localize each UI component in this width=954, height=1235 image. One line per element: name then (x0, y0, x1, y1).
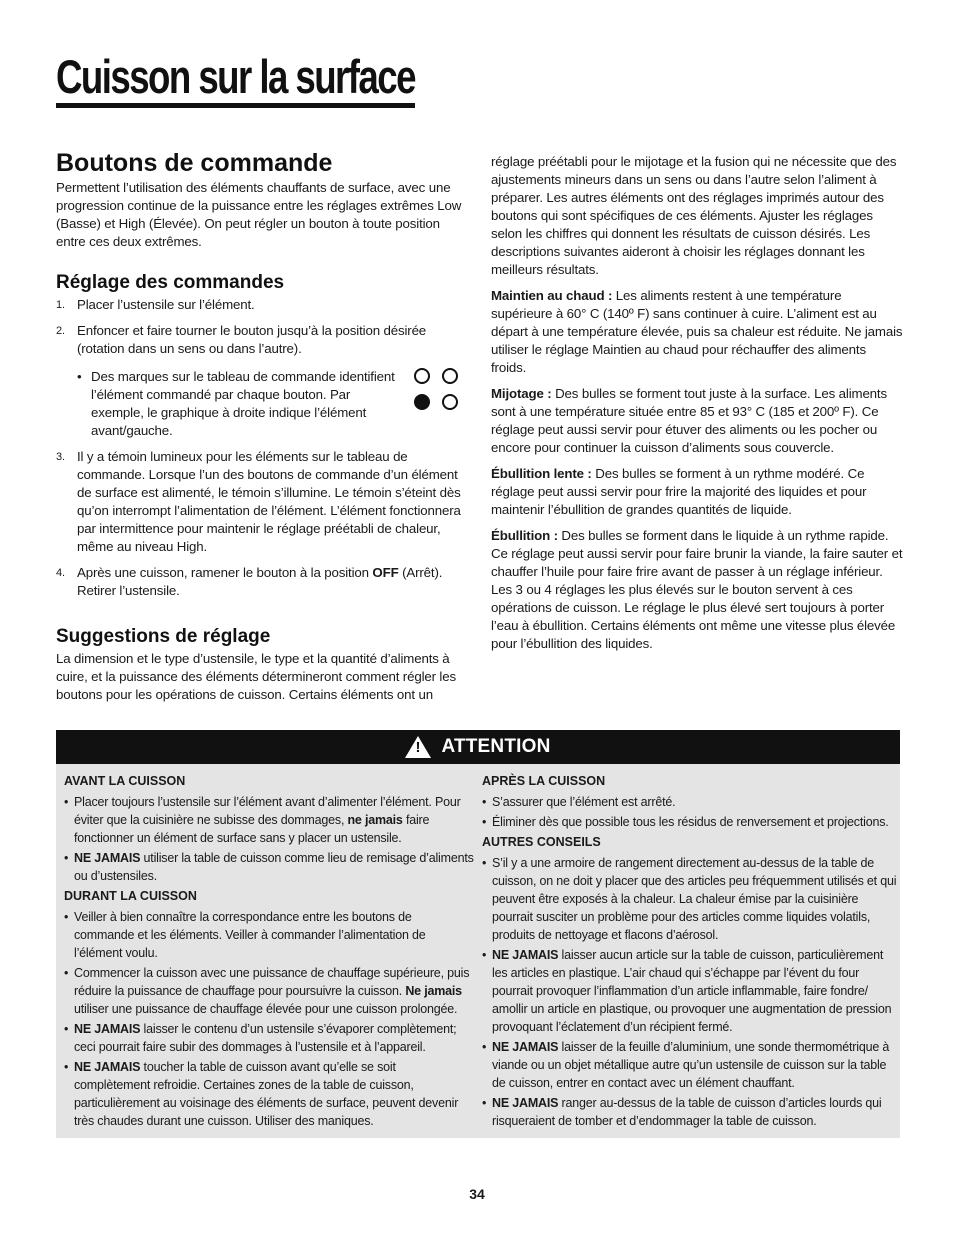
after-cooking-list (482, 793, 900, 831)
other-tips-list (482, 854, 900, 1130)
setting-steps (56, 296, 470, 600)
step-text: Placer l’ustensile sur l’élément. (77, 297, 255, 312)
step-4 (56, 564, 470, 600)
step-number: 3. (56, 451, 65, 463)
during-cooking-list (64, 908, 474, 1130)
knob-front-left-active-icon (414, 394, 430, 410)
page-number: 34 (469, 1186, 485, 1202)
step-3 (56, 448, 470, 556)
step-number: 1. (56, 299, 65, 311)
bullet-text: Des marques sur le tableau de commande identifient l’élément commandé par chaque bouton. Par exemple, le graphique à droite indique l’élément avant/gauche. (91, 369, 395, 438)
term-text: Des bulles se forment dans le liquide à un rythme rapide. Ce réglage peut aussi servir pour faire brunir la viande, la faire sauter et chauffer l’huile pour faire frire avant de passer à un réglage inférieur. Les 3 ou 4 réglages les plus élevés sur le bouton servent à ces opérations de cuisson. Le réglage le plus élevé sert toujours à porter l’eau à ébullition. Certains éléments ont même une vitesse plus élevée pour l’ébullition des liquides. (491, 528, 903, 651)
term-simmer (491, 385, 903, 457)
list-item: • Veiller à bien connaître la correspondance entre les boutons de commande et les éléments. Veiller à commander l’alimentation de l’élément voulu. (64, 908, 474, 962)
right-column (491, 153, 903, 653)
knob-rear-left-icon (414, 368, 430, 384)
term-text: Des bulles se forment tout juste à la surface. Les aliments sont à une température située entre 85 et 93° C (185 et 200º F). Ce réglage peut aussi servir pour étuver des aliments ou les pocher ou encore pour continuer la cuisson d’aliments sous couvercle. (491, 386, 887, 455)
term-label: Maintien au chaud : (491, 288, 613, 303)
title-underline (56, 103, 415, 108)
subheading-setting: Réglage des commandes (56, 272, 285, 293)
attention-right-column (482, 772, 900, 1132)
term-label: Ébullition lente : (491, 466, 592, 481)
step-text-before: Après une cuisson, ramener le bouton à la position (77, 565, 373, 580)
term-label: Ébullition : (491, 528, 558, 543)
step-number: 2. (56, 325, 65, 337)
knob-front-right-icon (442, 394, 458, 410)
list-item: • NE JAMAIS laisser le contenu d’un ustensile s’évaporer complètement; ceci pourrait faire subir des dommages à l’ustensile et à l’appareil. (64, 1020, 474, 1056)
step-text-bold: OFF (372, 565, 399, 580)
controls-intro: Permettent l’utilisation des éléments chauffants de surface, avec une progression continue de la puissance entre les réglages extrêmes Low (Basse) et High (Élevée). On peut régler un bouton à toute position entre ces deux extrêmes. (56, 180, 462, 249)
knob-diagram (414, 368, 464, 414)
before-cooking-list (64, 793, 474, 885)
knob-marking-note (77, 368, 470, 440)
term-slow-boil (491, 465, 903, 519)
list-item: • S’il y a une armoire de rangement directement au-dessus de la table de cuisson, on ne doit y placer que des articles peu fréquemment utilisés et qui peuvent être exposés à la chaleur. La chaleur émise par la cuisinière pourrait susciter un problème pour des articles comme liquides volatils, produits de nettoyage et flacons d’aérosol. (482, 854, 900, 944)
list-item: • NE JAMAIS toucher la table de cuisson avant qu’elle se soit complètement refroidie. Certaines zones de la table de cuisson, particulièrement au voisinage des éléments de surface, peuvent devenir très chaudes durant une cuisson. Utiliser des maniques. (64, 1058, 474, 1130)
term-boil (491, 527, 903, 653)
left-column (56, 148, 470, 704)
list-item: • Commencer la cuisson avec une puissance de chauffage supérieure, puis réduire la puissance de chauffage pour poursuivre la cuisson. Ne jamais utiliser une puissance de chauffage élevée pour une cuisson prolongée. (64, 964, 474, 1018)
list-item: • Placer toujours l’ustensile sur l’élément avant d’alimenter l’élément. Pour éviter que la cuisinière ne subisse des dommages, ne jamais faire fonctionner un élément de surface sans y placer un ustensile. (64, 793, 474, 847)
attention-box (56, 730, 900, 1138)
list-item: • NE JAMAIS laisser aucun article sur la table de cuisson, particulièrement les articles en plastique. L’air chaud qui s’échappe par l’évent du four pourrait provoquer l’inflammation d’un article inflammable, faire fondre/ amollir un article en plastique, ou provoquer une augmentation de pression provoquant l’éclatement d’un récipient fermé. (482, 946, 900, 1036)
step-text: Il y a témoin lumineux pour les éléments sur le tableau de commande. Lorsque l’un des boutons de commande d’un élément de surface est alimenté, le témoin s’illumine. Le témoin s’éteint dès qu’on interrompt l’alimentation de l’élément. L’élément fonctionnera par intermittence pour maintenir le réglage préétabli de chaleur, même au niveau High. (77, 449, 461, 554)
step-2 (56, 322, 470, 440)
suggestions-continuation: réglage préétabli pour le mijotage et la fusion qui ne nécessite que des ajustements mineurs dans un sens ou dans l’autre selon l’aliment à préparer. Les autres éléments ont des réglages imprimés autour des boutons qui sont spécifiques de ces éléments. Ajuster les réglages selon les chiffres qui donnent les résultats de cuisson désirés. Les descriptions suivantes aideront à choisir les réglages donnant les meilleurs résultats. (491, 154, 897, 277)
subheading-suggestions: Suggestions de réglage (56, 626, 271, 647)
after-cooking-heading: APRÈS LA CUISSON (482, 774, 606, 788)
attention-left-column (64, 772, 474, 1132)
attention-label: ATTENTION (441, 736, 551, 757)
list-item: • Éliminer dès que possible tous les résidus de renversement et projections. (482, 813, 900, 831)
section-heading-controls: Boutons de commande (56, 149, 333, 177)
term-text: Les aliments restent à une température supérieure à 60° C (140º F) sans continuer à cuire. L’aliment est au départ à une température élevée, puis sa chaleur est réduite. Ne jamais utiliser le réglage Maintien au chaud pour réchauffer des aliments froids. (491, 288, 903, 375)
list-item: • S’assurer que l’élément est arrêté. (482, 793, 900, 811)
attention-header (56, 730, 900, 764)
step-text: Enfoncer et faire tourner le bouton jusqu’à la position désirée (rotation dans un sens ou dans l’autre). (77, 323, 427, 356)
step-number: 4. (56, 567, 65, 579)
suggestions-text: La dimension et le type d’ustensile, le type et la quantité d’aliments à cuire, et la puissance des éléments détermineront comment régler les boutons pour les opérations de cuisson. Certains éléments ont un (56, 651, 456, 702)
list-item: • NE JAMAIS laisser de la feuille d’aluminium, une sonde thermométrique à viande ou un objet métallique autre qu’un ustensile de cuisson sur la table de cuisson, entrer en contact avec un élément chauffant. (482, 1038, 900, 1092)
warning-triangle-icon: ! (405, 736, 431, 758)
step-1 (56, 296, 470, 314)
other-tips-heading: AUTRES CONSEILS (482, 835, 601, 849)
page-title: Cuisson sur la surface (56, 50, 415, 103)
term-keep-warm (491, 287, 903, 377)
before-cooking-heading: AVANT LA CUISSON (64, 774, 186, 788)
list-item: • NE JAMAIS utiliser la table de cuisson comme lieu de remisage d’aliments ou d’ustensiles. (64, 849, 474, 885)
step-text-after: (Arrêt). Retirer l’ustensile. (77, 565, 443, 598)
list-item: • NE JAMAIS ranger au-dessus de la table de cuisson d’articles lourds qui risqueraient de tomber et d’endommager la table de cuisson. (482, 1094, 900, 1130)
during-cooking-heading: DURANT LA CUISSON (64, 889, 197, 903)
term-label: Mijotage : (491, 386, 552, 401)
term-text: Des bulles se forment à un rythme modéré. Ce réglage peut aussi servir pour frire la majorité des liquides et pour maintenir l’ébullition de grandes quantités de liquide. (491, 466, 867, 517)
knob-rear-right-icon (442, 368, 458, 384)
